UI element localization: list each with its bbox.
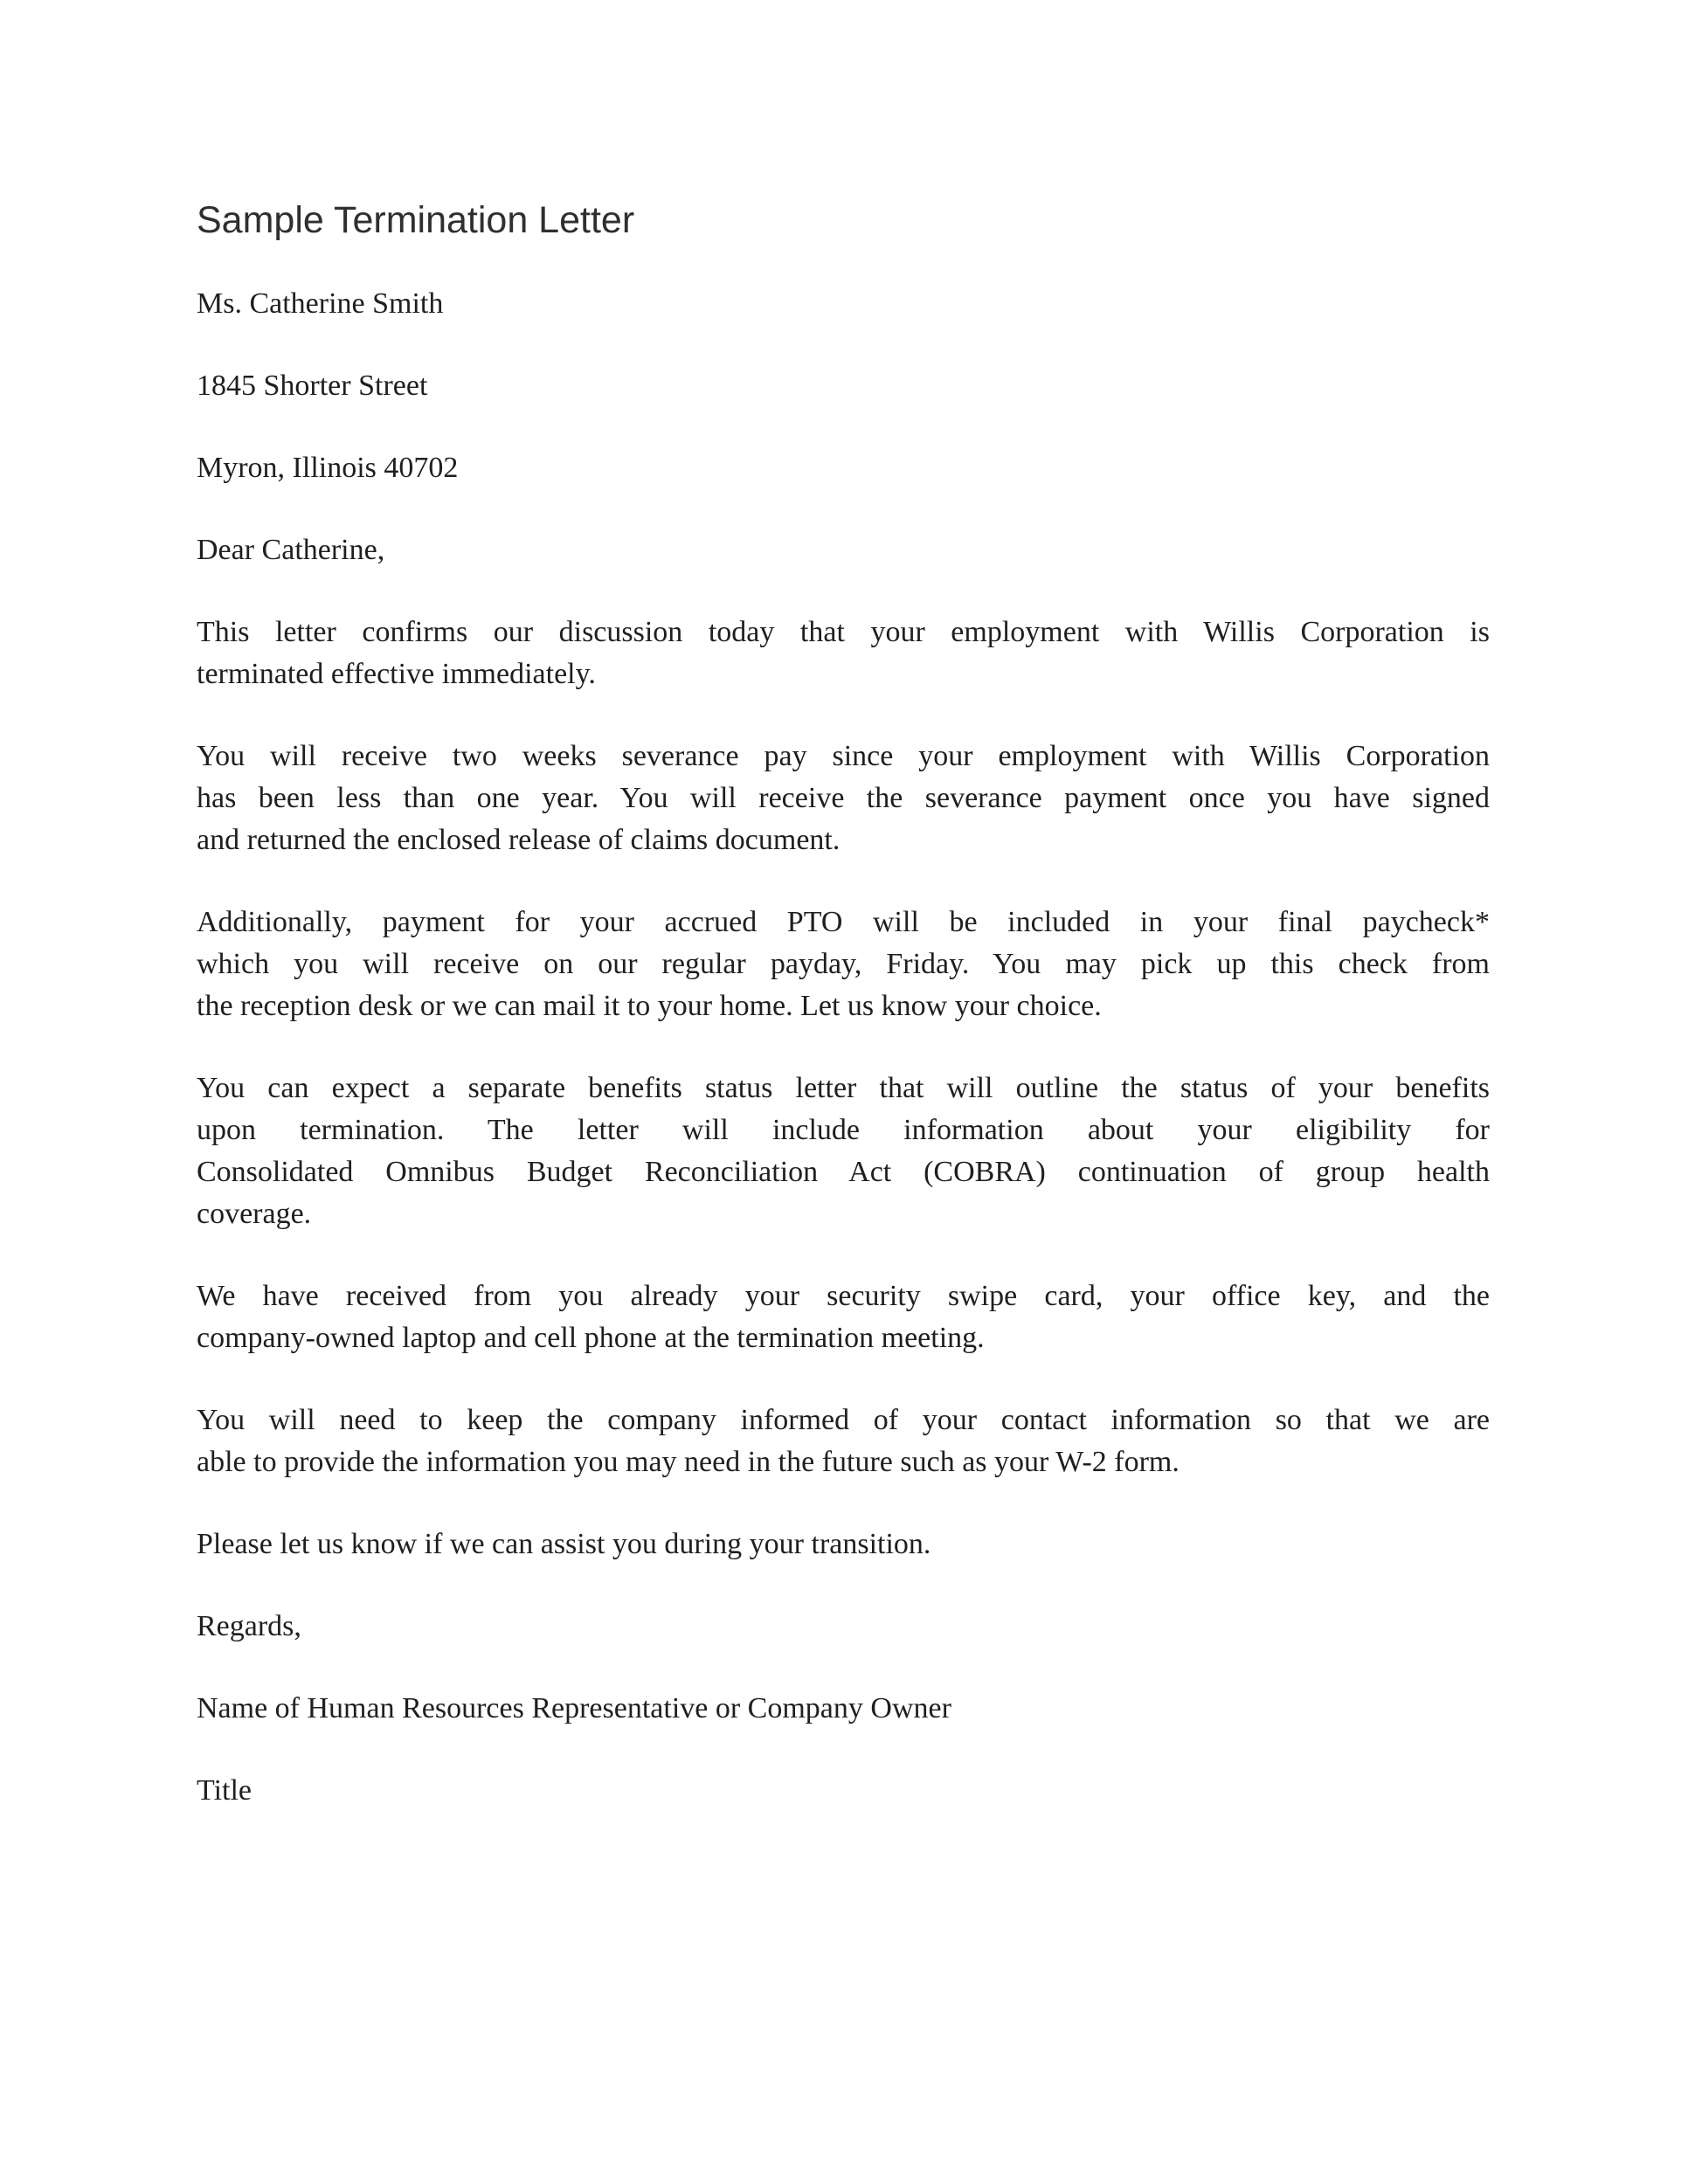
body-line: This letter confirms our discussion today that your employment with Willis Corporation is bbox=[197, 616, 1490, 648]
letter-body bbox=[197, 612, 1490, 1565]
body-line: You will need to keep the company informed of your contact information so that we are bbox=[197, 1404, 1490, 1436]
closing-regards: Regards, bbox=[197, 1610, 301, 1642]
body-paragraph bbox=[197, 1400, 1490, 1483]
body-line: We have received from you already your security swipe card, your office key, and the bbox=[197, 1280, 1490, 1312]
salutation: Dear Catherine, bbox=[197, 534, 385, 566]
recipient-city-state-zip: Myron, Illinois 40702 bbox=[197, 452, 459, 484]
closing-signer-title: Title bbox=[197, 1774, 253, 1807]
body-line: upon termination. The letter will include information about your eligibility for bbox=[197, 1114, 1490, 1146]
body-line: terminated effective immediately. bbox=[197, 658, 596, 690]
body-line: coverage. bbox=[197, 1198, 312, 1230]
body-paragraph bbox=[197, 1068, 1490, 1235]
body-line: the reception desk or we can mail it to your home. Let us know your choice. bbox=[197, 990, 1102, 1022]
closing-signer-name: Name of Human Resources Representative or Company Owner bbox=[197, 1692, 951, 1724]
body-line: Additionally, payment for your accrued PTO will be included in your final paycheck* bbox=[197, 906, 1490, 938]
body-paragraph bbox=[197, 612, 1490, 695]
body-paragraph bbox=[197, 1524, 1490, 1565]
recipient-name: Ms. Catherine Smith bbox=[197, 287, 444, 320]
body-paragraph bbox=[197, 1275, 1490, 1359]
body-line: Consolidated Omnibus Budget Reconciliation Act (COBRA) continuation of group health bbox=[197, 1156, 1490, 1188]
body-line: company-owned laptop and cell phone at the termination meeting. bbox=[197, 1322, 985, 1354]
body-line: has been less than one year. You will receive the severance payment once you have signed bbox=[197, 782, 1490, 814]
body-line: able to provide the information you may need in the future such as your W-2 form. bbox=[197, 1446, 1180, 1478]
body-line: You can expect a separate benefits status letter that will outline the status of your benefits bbox=[197, 1072, 1490, 1104]
body-line: which you will receive on our regular payday, Friday. You may pick up this check from bbox=[197, 948, 1490, 980]
body-line: You will receive two weeks severance pay since your employment with Willis Corporation bbox=[197, 740, 1490, 772]
body-paragraph bbox=[197, 736, 1490, 861]
recipient-street: 1845 Shorter Street bbox=[197, 370, 428, 402]
body-paragraph bbox=[197, 902, 1490, 1027]
body-line: Please let us know if we can assist you during your transition. bbox=[197, 1528, 931, 1560]
body-line: and returned the enclosed release of claims document. bbox=[197, 824, 841, 856]
page-title: Sample Termination Letter bbox=[197, 199, 635, 241]
